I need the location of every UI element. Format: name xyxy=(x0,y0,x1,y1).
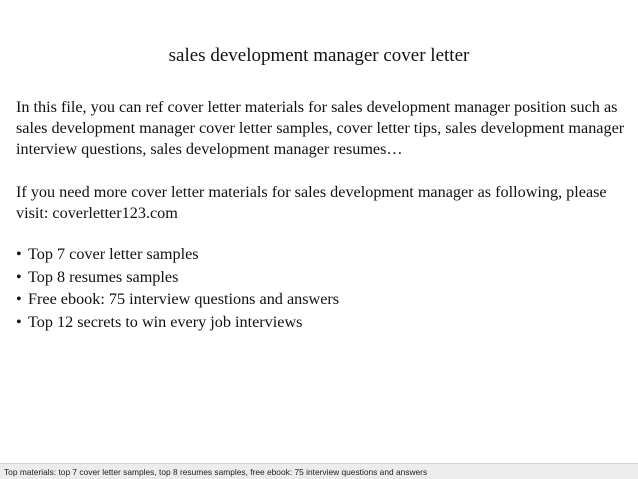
bullet-icon: • xyxy=(16,290,22,308)
list-item xyxy=(16,266,616,289)
list-item xyxy=(16,311,616,334)
intro-paragraph: In this file, you can ref cover letter materials for sales development manager position such as sales development manager cover letter samples, cover letter tips, sales development manager interview questions, sales development manager resumes… xyxy=(16,98,625,158)
bullet-icon: • xyxy=(16,245,22,263)
bullet-icon: • xyxy=(16,312,22,331)
more-info-paragraph: If you need more cover letter materials for sales development manager as following, please visit: coverletter123.com xyxy=(16,183,607,222)
materials-list xyxy=(16,243,616,333)
bullet-icon: • xyxy=(16,267,22,286)
list-item-text: Free ebook: 75 interview questions and answers xyxy=(28,290,340,308)
list-item xyxy=(16,288,616,311)
list-item-text: Top 12 secrets to win every job interviews xyxy=(28,312,303,331)
list-item xyxy=(16,243,616,266)
slide-title: sales development manager cover letter xyxy=(168,45,470,66)
list-item-text: Top 7 cover letter samples xyxy=(28,245,199,263)
footer-text: Top materials: top 7 cover letter samples, top 8 resumes samples, free ebook: 75 interview questions and answers xyxy=(4,467,428,477)
footer-bar xyxy=(0,463,638,479)
list-item-text: Top 8 resumes samples xyxy=(28,267,179,286)
